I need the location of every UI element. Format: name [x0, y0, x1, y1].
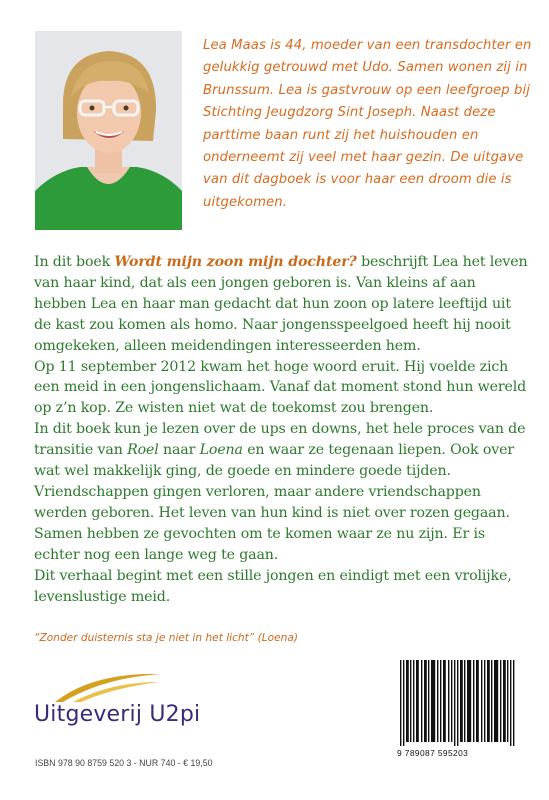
isbn-line: ISBN 978 90 8759 520 3 - NUR 740 - € 19,50 — [35, 758, 213, 768]
publisher-name: Uitgeverij U2pi — [34, 702, 201, 727]
author-bio: Lea Maas is 44, moeder van een transdochter en gelukkig getrouwd met Udo. Samen wonen zij in Brunssum. Lea is gastvrouw op een leefgroep bij Stichting Jeugdzorg Sint Joseph. Naast deze parttime baan runt zij het huishouden en onderneemt zij veel met haar gezin. De uitgave van dit dagboek is voor haar een droom die is uitgekomen. — [203, 38, 532, 210]
blurb-paragraph-1: In dit boek Wordt mijn zoon mijn dochter? beschrijft Lea het leven van haar kind, dat als een jongen geboren is. Van kleins af aan hebben Lea en haar man gedacht dat hun zoon op latere leeftijd uit de kast zou komen als homo. Naar jongensspeelgoed heeft hij nooit omgekeken, alleen meidendingen interesseerden hem. — [34, 254, 528, 354]
swoosh-icon — [33, 668, 163, 704]
book-title: Wordt mijn zoon mijn dochter? — [114, 254, 357, 270]
closing-quote: “Zonder duisternis sta je niet in het licht” (Loena) — [34, 632, 299, 644]
blurb-paragraph-3: In dit boek kun je lezen over de ups en downs, het hele proces van de transitie van Roel naar Loena en waar ze tegenaan liepen. Ook over wat wel makkelijk ging, de goede en mindere goede tijden. Vriendschappen gingen verloren, maar andere vriendschappen werden geboren. Het leven van hun kind is niet over rozen gegaan. Samen hebben ze gevochten om te komen waar ze nu zijn. Er is echter nog een lange weg te gaan. — [34, 421, 526, 563]
barcode-number: 9 789087 595203 — [397, 748, 469, 758]
name-roel: Roel — [127, 442, 159, 459]
publisher-logo — [33, 668, 273, 740]
author-photo — [35, 31, 182, 230]
book-blurb — [34, 252, 530, 607]
blurb-paragraph-2: Op 11 september 2012 kwam het hoge woord eruit. Hij voelde zich een meid in een jongenslichaam. Vanaf dat moment stond hun wereld op z’n kop. Ze wisten niet wat de toekomst zou brengen. — [34, 358, 527, 417]
barcode-icon — [397, 658, 520, 748]
blurb-paragraph-4: Dit verhaal begint met een stille jongen en eindigt met een vrolijke, levenslustige meid. — [34, 567, 512, 605]
barcode — [397, 658, 520, 763]
name-loena: Loena — [199, 442, 243, 459]
